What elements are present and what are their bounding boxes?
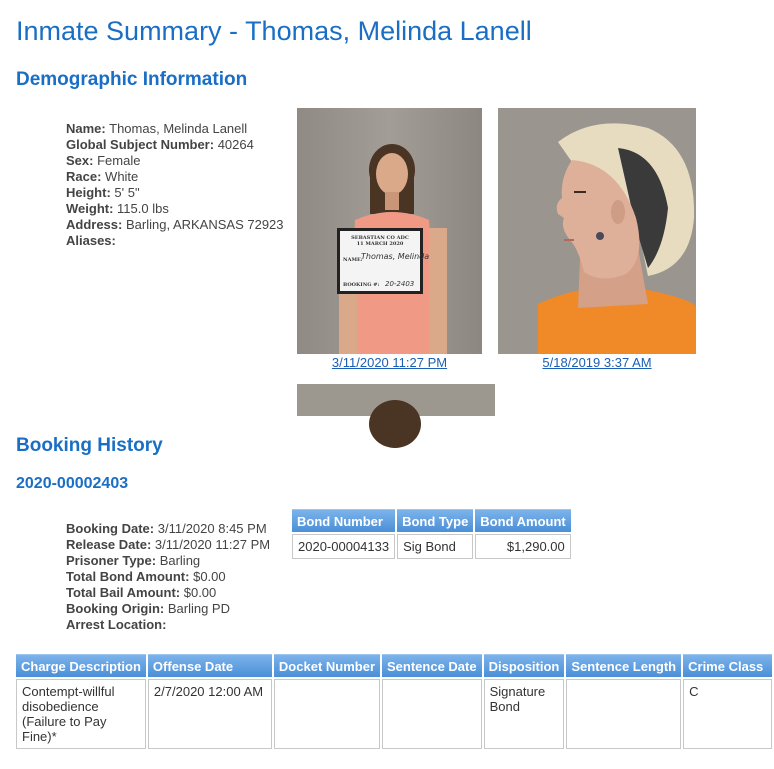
sentence-length-header[interactable]: Sentence Length bbox=[566, 654, 681, 677]
placard-name: Thomas, Melinda bbox=[361, 252, 430, 261]
bond-amount-cell: $1,290.00 bbox=[475, 534, 570, 559]
charges-table-container bbox=[16, 654, 764, 751]
table-row bbox=[16, 679, 772, 749]
booking-number: 2020-00002403 bbox=[16, 475, 129, 492]
field-sex: Sex: Female bbox=[66, 153, 141, 168]
bond-table-header bbox=[292, 509, 571, 532]
placard-line2: 11 MARCH 2020 bbox=[356, 241, 404, 247]
placard-name-label: NAME: bbox=[343, 257, 363, 263]
docket-number-cell bbox=[274, 679, 380, 749]
photo-front-date-link[interactable]: 3/11/2020 11:27 PM bbox=[331, 355, 448, 370]
sentence-date-cell bbox=[382, 679, 482, 749]
bond-table bbox=[290, 507, 573, 561]
field-name: Name: Thomas, Melinda Lanell bbox=[66, 121, 248, 136]
field-height: Height: 5' 5" bbox=[66, 185, 140, 200]
photo-profile-date-link[interactable]: 5/18/2019 3:37 AM bbox=[542, 355, 652, 370]
page-title: Inmate Summary - Thomas, Melinda Lanell bbox=[16, 16, 532, 46]
sentence-length-cell bbox=[566, 679, 681, 749]
field-booking-origin: Booking Origin: Barling PD bbox=[66, 601, 230, 616]
field-booking-date: Booking Date: 3/11/2020 8:45 PM bbox=[66, 521, 267, 536]
bond-type-cell: Sig Bond bbox=[397, 534, 473, 559]
field-arrest-location: Arrest Location: bbox=[66, 617, 167, 632]
field-global-subject-number: Global Subject Number: 40264 bbox=[66, 137, 254, 152]
placard-booking: 20-2403 bbox=[385, 280, 415, 288]
placard-line1: SEBASTIAN CO ADC bbox=[351, 235, 409, 241]
bond-type-header[interactable]: Bond Type bbox=[397, 509, 473, 532]
offense-date-header[interactable]: Offense Date bbox=[148, 654, 272, 677]
booking-history-heading: Booking History bbox=[16, 435, 163, 456]
demographic-info bbox=[66, 121, 284, 249]
field-release-date: Release Date: 3/11/2020 11:27 PM bbox=[66, 537, 271, 552]
crime-class-cell: C bbox=[683, 679, 772, 749]
charges-table-header bbox=[16, 654, 772, 677]
mugshot-profile-photo[interactable] bbox=[498, 108, 696, 354]
field-aliases: Aliases: bbox=[66, 233, 116, 248]
field-total-bail-amount: Total Bail Amount: $0.00 bbox=[66, 585, 217, 600]
docket-number-header[interactable]: Docket Number bbox=[274, 654, 380, 677]
offense-date-cell: 2/7/2020 12:00 AM bbox=[148, 679, 272, 749]
mugshot-front-photo[interactable] bbox=[297, 108, 482, 354]
disposition-header[interactable]: Disposition bbox=[484, 654, 565, 677]
demographic-heading: Demographic Information bbox=[16, 69, 248, 90]
crime-class-header[interactable]: Crime Class bbox=[683, 654, 772, 677]
bond-number-cell: 2020-00004133 bbox=[292, 534, 395, 559]
mugshot-third-photo[interactable] bbox=[297, 384, 495, 416]
charge-description-cell: Contempt-willful disobedience (Failure to Pay Fine)* bbox=[16, 679, 146, 749]
bond-number-header[interactable]: Bond Number bbox=[292, 509, 395, 532]
mugshot-front-image bbox=[297, 108, 482, 354]
field-total-bond-amount: Total Bond Amount: $0.00 bbox=[66, 569, 226, 584]
table-row bbox=[292, 534, 571, 559]
bond-amount-header[interactable]: Bond Amount bbox=[475, 509, 570, 532]
field-race: Race: White bbox=[66, 169, 139, 184]
mugshot-profile-image bbox=[498, 108, 696, 354]
charges-table bbox=[14, 652, 774, 751]
booking-info bbox=[66, 521, 270, 633]
field-prisoner-type: Prisoner Type: Barling bbox=[66, 553, 201, 568]
placard-booking-label: BOOKING #: bbox=[343, 282, 380, 288]
disposition-cell: Signature Bond bbox=[484, 679, 565, 749]
mugshot-third-image bbox=[297, 384, 495, 416]
field-address: Address: Barling, ARKANSAS 72923 bbox=[66, 217, 284, 232]
sentence-date-header[interactable]: Sentence Date bbox=[382, 654, 482, 677]
charge-description-header[interactable]: Charge Description bbox=[16, 654, 146, 677]
field-weight: Weight: 115.0 lbs bbox=[66, 201, 169, 216]
